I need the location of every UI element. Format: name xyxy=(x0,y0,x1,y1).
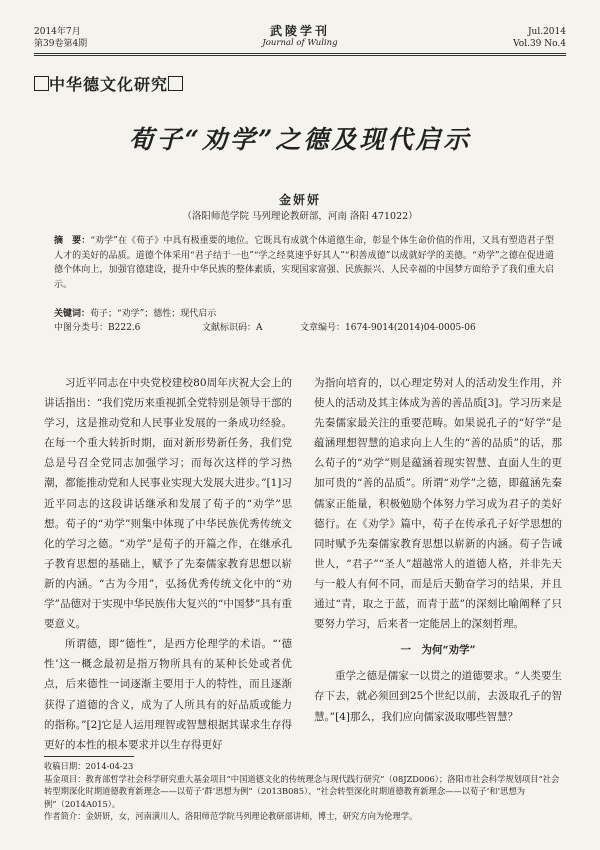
section-label-text: 中华德文化研究 xyxy=(49,75,169,94)
abstract-text: “劝学”在《荀子》中具有极重要的地位。它既具有成就个体道德生命，彰显个体生命价值的作用，又具有塑造君子型人才的美好的品质。道德个体采用“君子结于一也”“学之经莫速乎好其人”“积善成德”以成就好学的美德。“劝学”之德在促进道德个体向上，加强官德建设，提升中华民族的整体素质，实现国家富强、民族振兴、人民幸福的中国梦方面给予了我们重大启示。 xyxy=(54,236,554,290)
body-paragraph: 习近平同志在中央党校建校80周年庆祝大会上的讲话指出：“我们党历来重视抓全党特别是领导干部的学习，这是推动党和人民事业发展的一条成功经验。在每一个重大转折时期，面对新形势新任务，我们党总是号召全党同志加强学习；而每次这样的学习热潮，都能推动党和人民事业实现大发展大进步。”[1]习近平同志的这段讲话继承和发展了荀子的“劝学”思想。荀子的“劝学”则集中体现了中华民族优秀传统文化的学习之德。“劝学”是荀子的开篇之作，在继承孔子教育思想的基础上，赋予了先秦儒家教育思想以崭新的内涵。“古为今用”，弘扬优秀传统文化中的“劝学”品德对于实现中华民族伟大复兴的“中国梦”具有重要意义。 xyxy=(44,377,292,631)
body-paragraph: 重学之德是儒家一以贯之的道德要求。“人类要生存下去，就必须回到25个世纪以前，去汲取孔子的智慧。”[4]那么，我们应向儒家汲取哪些智慧？ xyxy=(314,670,562,723)
abstract-label: 摘 要： xyxy=(54,236,91,246)
document-code: 文献标识码：A xyxy=(202,323,263,333)
header-journal xyxy=(200,24,400,49)
section-label xyxy=(34,72,183,95)
section-box-left xyxy=(34,76,49,91)
section-heading: 一 为何“劝学” xyxy=(400,644,476,657)
keywords-label: 关键词： xyxy=(54,309,91,319)
header-date-cn: 2014年7月 xyxy=(34,27,81,37)
header-volume-en: Vol.39 No.4 xyxy=(513,39,566,49)
header-rule-bottom xyxy=(34,55,566,56)
header-date-en: Jul.2014 xyxy=(527,27,566,37)
article-number: 文章编号：1674-9014(2014)04-0005-06 xyxy=(300,323,476,333)
journal-name-cn: 武陵学刊 xyxy=(269,24,330,38)
author-name: 金妍妍 xyxy=(278,193,321,207)
header-issue-cn xyxy=(34,26,87,50)
header-issue-en xyxy=(513,26,566,50)
keywords xyxy=(54,306,216,319)
received-date: 收稿日期：2014-04-23 xyxy=(44,761,134,771)
body-paragraph: 为指向培育的，以心理定势对人的活动发生作用，并使人的活动及其主体成为善的善品质[3]。学习历来是先秦儒家最关注的重要范畴。如果说孔子的“好学”是蕴涵理想智慧的追求向上人生的“善的品质”的话，那么荀子的“劝学”则是蕴涵着现实智慧、直面人生的更加可贵的“善的品质”。所谓“劝学”之德，即蕴涵先秦儒家正能量，积极勉励个体努力学习成为君子的美好德行。在《劝学》篇中，荀子在传承孔子好学思想的同时赋予先秦儒家教育思想以崭新的内涵。荀子告诫世人，“君子”“圣人”超越常人的道德人格，并非先天与一般人有何不同，而是后天勤奋学习的结果，并且通过“青，取之于蓝，而青于蓝”的深刻比喻阐释了只要努力学习，后来者一定能居上的深刻哲理。 xyxy=(314,377,562,631)
journal-name-en: Journal of Wuling xyxy=(262,38,338,48)
author-affiliation: （洛阳师范学院 马列理论教研部，河南 洛阳 471022） xyxy=(182,211,418,222)
header-volume-cn: 第39卷第4期 xyxy=(34,39,88,49)
clc-number: 中图分类号：B222.6 xyxy=(54,323,141,333)
footnote-rule xyxy=(44,756,134,757)
header-rule-top xyxy=(34,53,566,54)
fund-info: 基金项目：教育部哲学社会科学研究重大基金项目“中国道德文化的传统理念与现代践行研究”（08JZD006）；洛阳市社会科学规划项目“社会转型期深化时期道德教育新理念——以荀子‘群’思想为例”（2013B085）、“社会转型深化时期道德教育新理念——以荀子‘和’思想为例”（2014A015）。 xyxy=(44,773,560,809)
abstract xyxy=(54,234,554,292)
body-column-right xyxy=(314,373,562,727)
article-title: 荀子“劝学”之德及现代启示 xyxy=(128,125,472,154)
author-bio: 作者简介：金妍妍，女，河南潢川人，洛阳师范学院马列理论教研部讲师，博士，研究方向为伦理学。 xyxy=(44,811,418,822)
footnotes xyxy=(44,760,564,823)
section-box-right xyxy=(168,76,183,91)
body-column-left xyxy=(44,373,292,755)
keywords-text: 荀子；“劝学”；德性；现代启示 xyxy=(90,309,217,319)
body-paragraph: 所谓德，即“德性”，是西方伦理学的术语。“‘德性’这一概念最初是指万物所具有的某种长处或者优点，后来德性一词逐渐主要用于人的特性，而且逐渐获得了道德的含义，成为了人所具有的好品质或能力的指称。”[2]它是人运用理智或智慧根据其谋求生存得更好的本性的根本要求并以生存得更好 xyxy=(44,638,292,751)
